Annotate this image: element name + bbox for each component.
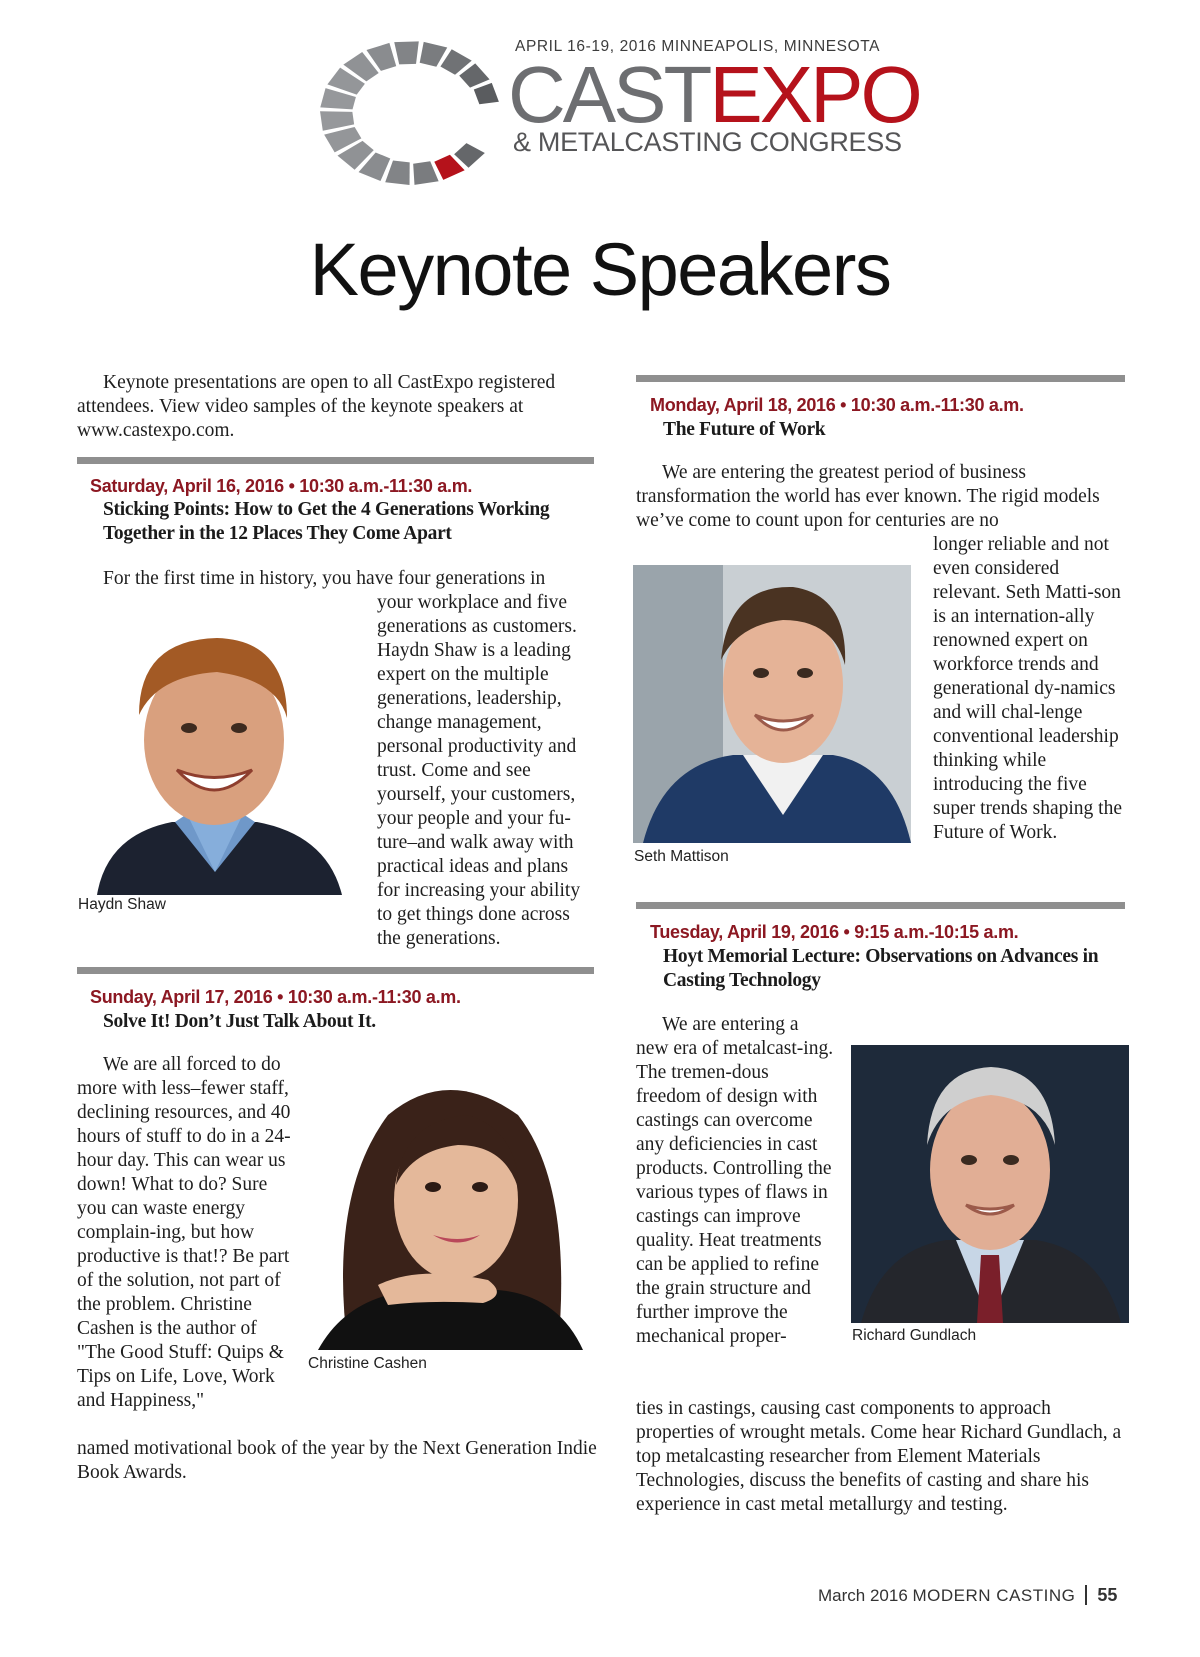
- speaker-photo-seth-mattison: [633, 565, 911, 843]
- session-title-tuesday: Hoyt Memorial Lecture: Observations on Advances in Casting Technology: [663, 946, 1099, 991]
- section-divider: [77, 967, 594, 974]
- session-date-tuesday: Tuesday, April 19, 2016 • 9:15 a.m.-10:15 a.m.: [650, 922, 1019, 942]
- session-body-tuesday-continued: ties in castings, causing cast components to approach properties of wrought metals. Come hear Richard Gundlach, a top metalcasting researcher from Element Materials Technologies, discuss the benefits of casting and share his experience in cast metal metallurgy and testing.: [636, 1398, 1122, 1515]
- section-divider: [77, 457, 594, 464]
- speaker-photo-richard-gundlach: [851, 1045, 1129, 1323]
- session-title-sunday: Solve It! Don’t Just Talk About It.: [103, 1011, 376, 1032]
- logo-ring-segment: [385, 160, 409, 185]
- session-body-monday-continued: longer reliable and not even considered relevant. Seth Matti-son is an internation-ally renowned expert on workforce trends and generational dy-namics and will chal-lenge conventional leadership thinking while introducing the five super trends shaping the Future of Work.: [933, 534, 1123, 843]
- page-folio: [818, 1585, 1117, 1606]
- section-divider: [636, 375, 1125, 382]
- photo-caption-haydn-shaw: Haydn Shaw: [78, 896, 166, 913]
- castexpo-ring-emblem: [318, 28, 502, 198]
- session-title-monday: The Future of Work: [663, 419, 826, 440]
- session-date-sunday: Sunday, April 17, 2016 • 10:30 a.m.-11:30 a.m.: [90, 987, 461, 1007]
- logo-cast-text: CAST: [508, 50, 710, 139]
- intro-paragraph: Keynote presentations are open to all CastExpo registered attendees. View video samples of the keynote speakers at www.castexpo.com.: [77, 372, 556, 441]
- session-title-saturday: Sticking Points: How to Get the 4 Generations Working Together in the 12 Places They Come Apart: [103, 499, 550, 544]
- logo-subtitle: & METALCASTING CONGRESS: [513, 127, 902, 157]
- session-body-tuesday: We are entering a new era of metalcast-ing. The tremen-dous freedom of design with castings can overcome any deficiencies in cast products. Controlling the various types of flaws in castings can improve quality. Heat treatments can be applied to refine the grain structure and further improve the mechanical proper-: [636, 1014, 834, 1347]
- logo-ring-segment: [320, 111, 354, 131]
- section-divider: [636, 902, 1125, 909]
- photo-caption-christine-cashen: Christine Cashen: [308, 1355, 427, 1372]
- photo-caption-seth-mattison: Seth Mattison: [634, 848, 729, 865]
- speaker-photo-christine-cashen: [308, 1075, 588, 1350]
- session-date-monday: Monday, April 18, 2016 • 10:30 a.m.-11:30 a.m.: [650, 395, 1024, 415]
- folio-divider: [1085, 1585, 1087, 1605]
- speaker-photo-haydn-shaw: [77, 610, 352, 895]
- session-body-sunday: We are all forced to do more with less–fewer staff, declining resources, and 40 hours of stuff to do in a 24-hour day. This can wear us down! What to do? Sure you can waste energy complain-ing, but how productive is that!? Be part of the solution, not part of the problem. Christine Cashen is the author of "The Good Stuff: Quips & Tips on Life, Love, Work and Happiness,": [77, 1054, 291, 1411]
- session-date-saturday: Saturday, April 16, 2016 • 10:30 a.m.-11:30 a.m.: [90, 476, 473, 496]
- logo-ring-segment: [394, 41, 419, 64]
- logo-expo-text: EXPO: [709, 50, 920, 139]
- session-body-sunday-continued: named motivational book of the year by the Next Generation Indie Book Awards.: [77, 1438, 597, 1483]
- logo-date-location: APRIL 16-19, 2016 MINNEAPOLIS, MINNESOTA: [515, 38, 881, 55]
- logo-ring-segment: [474, 83, 499, 104]
- photo-caption-richard-gundlach: Richard Gundlach: [852, 1327, 977, 1344]
- page-number: 55: [1097, 1585, 1118, 1605]
- logo-ring-segment: [413, 161, 438, 185]
- session-body-monday: We are entering the greatest period of business transformation the world has ever known. The rigid models we’ve come to count upon for centuries are no: [636, 462, 1100, 531]
- folio-issue: March 2016: [818, 1586, 908, 1605]
- page-title: Keynote Speakers: [309, 228, 891, 311]
- session-body-saturday: your workplace and five generations as customers. Haydn Shaw is a leading expert on the multiple generations, leadership, change management, personal productivity and trust. Come and see yourself, your customers, your people and your fu-ture–and walk away with practical ideas and plans for increasing your ability to get things done across the generations.: [377, 592, 581, 949]
- folio-magazine: MODERN CASTING: [912, 1586, 1076, 1605]
- session-body-saturday-first-line: For the first time in history, you have four generations in: [103, 568, 546, 589]
